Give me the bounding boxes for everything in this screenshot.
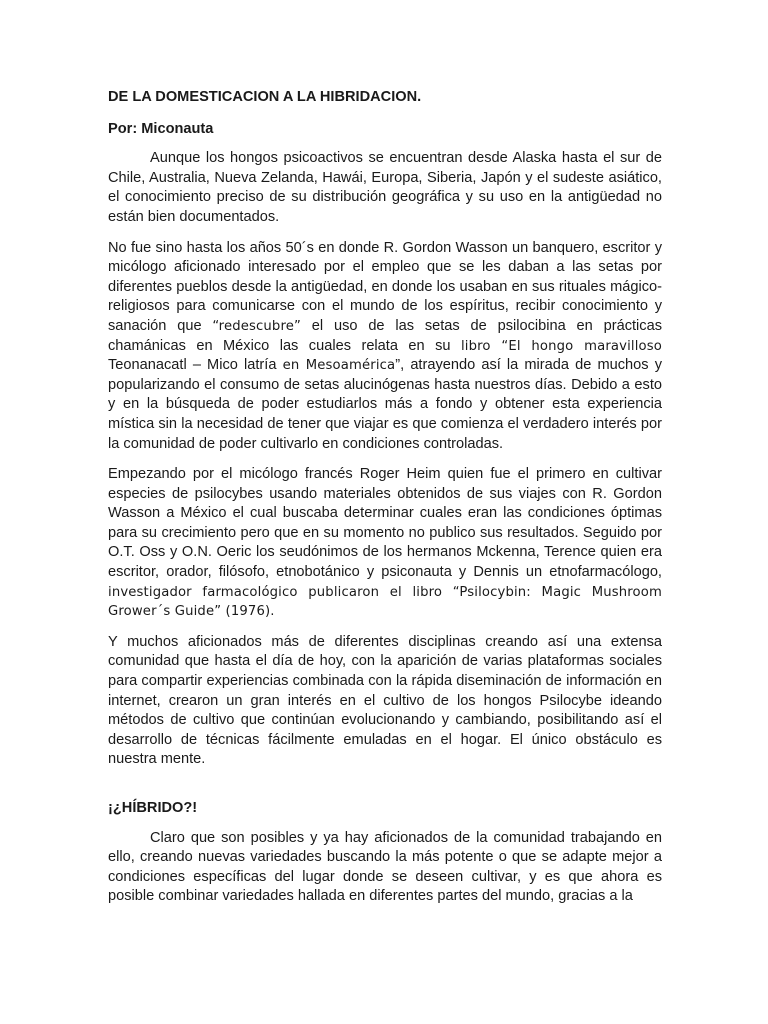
paragraph-heim-text-1: Empezando por el micólogo francés Roger Heim quien fue el primero en cultivar especies de psilocybes usando materiales obtenidos de sus viajes con R. Gordon Wasson a México el cual buscaba determinar cuales eran las condiciones óptimas para su crecimiento pero que en su momento no publico sus resultados. Seguido por O.T. Oss y O.N. Oeric los seudónimos de los hermanos Mckenna, Terence quien era escritor, orador, filósofo, etnobotánico y psiconauta y Dennis un etnofarmacólogo,: [108, 466, 662, 581]
paragraph-wasson-text-3: Teonanacatl – Mico latría: [108, 357, 283, 374]
paragraph-hibrido: Claro que son posibles y ya hay aficionados de la comunidad trabajando en ello, creando nuevas variedades buscando la más potente o que se adapte mejor a condiciones específicas del lugar donde se deseen cultivar, y es que ahora es posible combinar variedades hallada en diferentes partes del mundo, gracias a la: [108, 829, 662, 905]
paragraph-wasson-text-4: ”, atrayendo así la mirada de muchos y popularizando el consumo de setas alucinógenas hasta nuestros días. Debido a esto y en la búsqueda de poder estudiarlos más a fondo y obtener esta experiencia mística sin la necesidad de tener que viajar es que comienza el verdadero interés por la comunidad de poder cultivarlo en condiciones controladas.: [108, 357, 662, 452]
paragraph-wasson-book-title: libro “El hongo maravilloso: [460, 338, 663, 354]
paragraph-wasson-text-2: el uso de las setas de psilocibina en prácticas chamánicas en México las cuales relata en su: [108, 317, 662, 354]
paragraph-wasson: [108, 239, 662, 455]
paragraph-heim-book-reference: investigador farmacológico publicaron el libro “Psilocybin: Magic Mushroom Grower´s Guide” (1976).: [108, 584, 662, 620]
document-title: DE LA DOMESTICACION A LA HIBRIDACION.: [108, 89, 422, 105]
paragraph-wasson-text-1: No fue sino hasta los años 50´s en donde R. Gordon Wasson un banquero, escritor y micólogo aficionado interesado por el empleo que se les daban a las setas por diferentes pueblos desde la antigüedad, en donde los usaban en sus rituales mágico-religiosos para comunicarse con el mundo de los espíritus, recibir conocimiento y sanación que: [108, 239, 662, 334]
paragraph-intro: Aunque los hongos psicoactivos se encuentran desde Alaska hasta el sur de Chile, Australia, Nueva Zelanda, Hawái, Europa, Siberia, Japón y el sudeste asiático, el conocimiento preciso de su distribución geográfica y su uso en la antigüedad no están bien documentados.: [108, 150, 662, 225]
author-byline: Por: Miconauta: [108, 120, 214, 137]
paragraph-heim: [108, 465, 662, 622]
document-page: [108, 88, 662, 918]
paragraph-wasson-quote-redescubre: “redescubre”: [212, 318, 301, 334]
paragraph-community: Y muchos aficionados más de diferentes disciplinas creando así una extensa comunidad que hasta el día de hoy, con la aparición de varias plataformas sociales para compartir experiencias combinada con la rápida diseminación de información en internet, crearon un gran interés en el cultivo de los hongos Psilocybe ideando métodos de cultivo que continúan evolucionando y cambiando, posibilitando así el desarrollo de técnicas fácilmente emuladas en el hogar. El único obstáculo es nuestra mente.: [108, 633, 662, 768]
section-heading-hibrido: ¡¿HÍBRIDO?!: [108, 800, 198, 816]
paragraph-wasson-mesoamerica: en Mesoamérica: [282, 358, 396, 374]
